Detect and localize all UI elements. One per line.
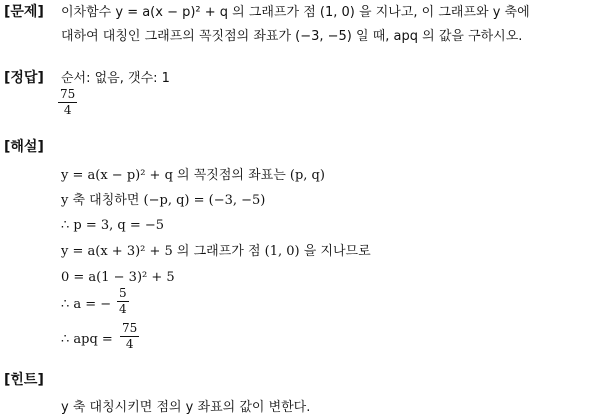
explanation-line-7-denominator: 4 <box>125 337 134 351</box>
explanation-line-7-numerator: 75 <box>122 321 138 335</box>
problem-text-line-2: 대하여 대칭인 그래프의 꼭짓점의 좌표가 (−3, −5) 일 때, apq 의 값을 구하시오. <box>61 29 523 44</box>
problem-section-label: [문제] <box>4 4 44 20</box>
problem-text-line-1: 이차함수 y = a(x − p)² + q 의 그래프가 점 (1, 0) 을 지나고, 이 그래프와 y 축에 <box>61 5 530 20</box>
answer-section-label: [정답] <box>4 70 44 86</box>
explanation-line-4: y = a(x + 3)² + 5 의 그래프가 점 (1, 0) 을 지나므로 <box>61 244 371 259</box>
explanation-line-6-numerator: 5 <box>119 286 127 300</box>
explanation-line-5: 0 = a(1 − 3)² + 5 <box>61 270 175 285</box>
explanation-line-7-fraction <box>120 322 139 351</box>
answer-fraction-denominator: 4 <box>63 103 72 117</box>
explanation-line-1: y = a(x − p)² + q 의 꼭짓점의 좌표는 (p, q) <box>61 168 325 183</box>
explanation-line-3: ∴ p = 3, q = −5 <box>61 218 165 233</box>
explanation-line-6-denominator: 4 <box>119 302 127 316</box>
explanation-line-7-prefix: ∴ apq = <box>61 332 113 347</box>
explanation-line-6-prefix: ∴ a = − <box>61 297 112 312</box>
explanation-section-label: [해설] <box>4 139 44 155</box>
hint-text: y 축 대칭시키면 점의 y 좌표의 값이 변한다. <box>61 400 311 415</box>
answer-fraction-numerator: 75 <box>60 87 76 101</box>
explanation-line-2: y 축 대칭하면 (−p, q) = (−3, −5) <box>61 193 266 208</box>
answer-fraction <box>58 88 77 117</box>
hint-section-label: [힌트] <box>4 372 44 388</box>
answer-order-count: 순서: 없음, 갯수: 1 <box>61 71 170 86</box>
explanation-line-6-fraction <box>117 287 129 316</box>
